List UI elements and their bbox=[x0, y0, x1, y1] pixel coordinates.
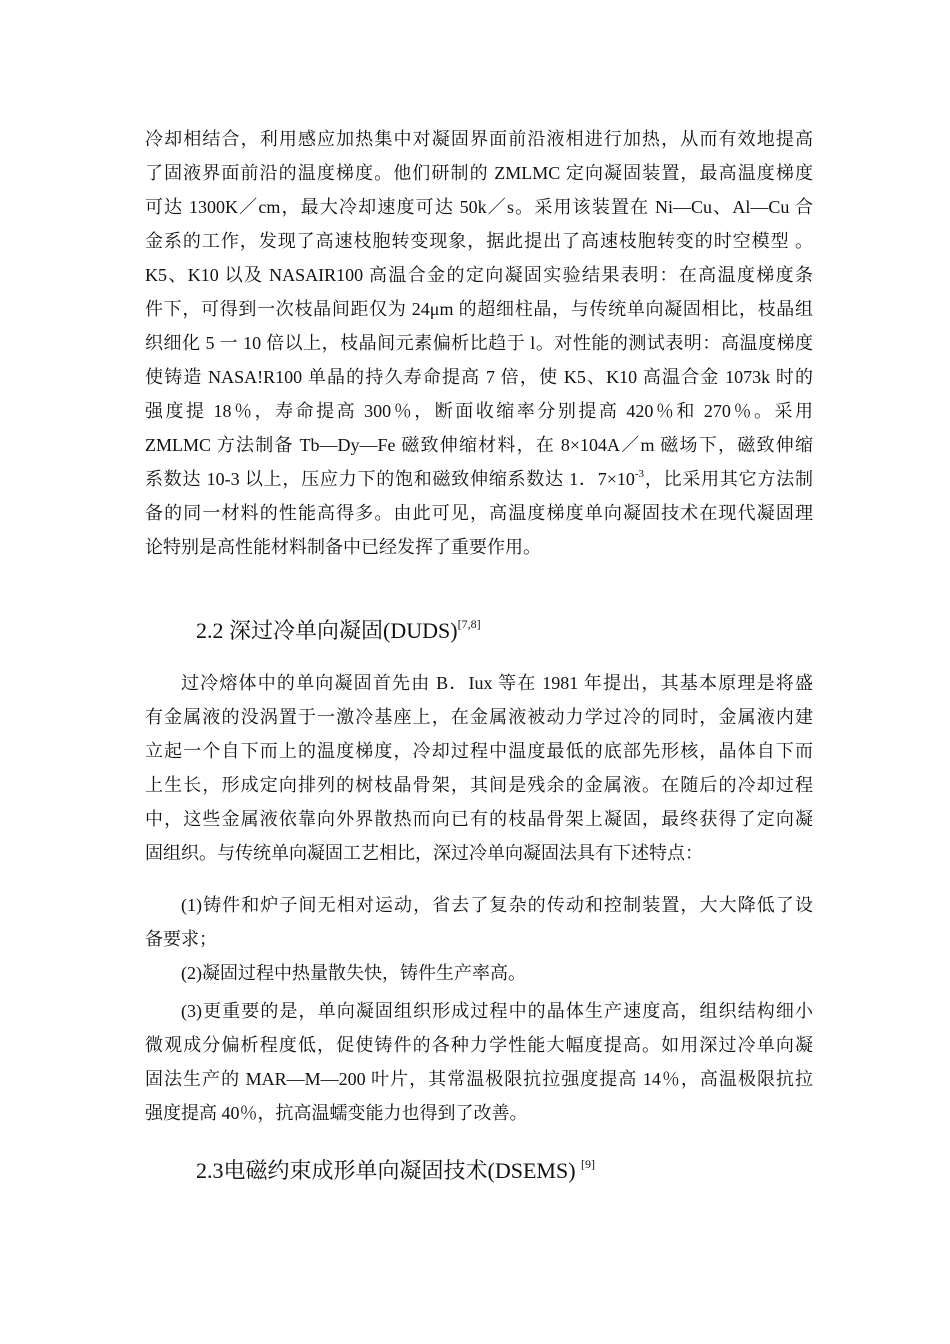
text-line: 有金属液的没涡置于一激冷基座上，在金属液被动力学过冷的同时，金属液内建 bbox=[145, 707, 813, 727]
text-line: 织细化 5 一 10 倍以上，枝晶间元素偏析比趋于 l。对性能的测试表明：高温度梯度 bbox=[145, 333, 813, 353]
text-line: 立起一个自下而上的温度梯度，冷却过程中温度最低的底部先形核，晶体自下而 bbox=[145, 741, 813, 761]
list-item-1 bbox=[145, 888, 813, 956]
paragraph-high-gradient bbox=[145, 122, 813, 564]
section-heading-2-2 bbox=[196, 616, 481, 647]
text-line: 强度提高 40％，抗高温蠕变能力也得到了改善。 bbox=[145, 1103, 528, 1123]
text-line: 论特别是高性能材料制备中已经发挥了重要作用。 bbox=[145, 537, 541, 557]
text-line: (3)更重要的是，单向凝固组织形成过程中的晶体生产速度高，组织结构细小 bbox=[181, 1001, 813, 1021]
citation: [7,8] bbox=[457, 617, 481, 631]
text-line: 可达 1300K／cm，最大冷却速度可达 50k／s。采用该装置在 Ni—Cu、Al—Cu 合 bbox=[145, 197, 813, 217]
section-abbreviation: (DUDS) bbox=[383, 618, 458, 643]
citation: [9] bbox=[581, 1157, 596, 1171]
text-line: 使铸造 NASA!R100 单晶的持久寿命提高 7 倍，使 K5、K10 高温合金 1073k 时的 bbox=[145, 367, 813, 387]
list-item-2 bbox=[145, 956, 813, 990]
text-line: 固法生产的 MAR—M—200 叶片，其常温极限抗拉强度提高 14％，高温极限抗拉 bbox=[145, 1069, 813, 1089]
list-item-3 bbox=[145, 994, 813, 1130]
superscript: -3 bbox=[634, 468, 645, 480]
text-segment: ，比采用其它方法制 bbox=[644, 469, 813, 489]
section-abbreviation: (DSEMS) bbox=[487, 1158, 582, 1183]
text-line: 中，这些金属液依靠向外界散热而向已有的枝晶骨架上凝固，最终获得了定向凝 bbox=[145, 809, 813, 829]
text-line: 微观成分偏析程度低，促使铸件的各种力学性能大幅度提高。如用深过冷单向凝 bbox=[145, 1035, 813, 1055]
section-number: 2.3 bbox=[196, 1158, 224, 1183]
text-line: 了固液界面前沿的温度梯度。他们研制的 ZMLMC 定向凝固装置，最高温度梯度 bbox=[145, 163, 813, 183]
text-line: 过冷熔体中的单向凝固首先由 B．Iux 等在 1981 年提出，其基本原理是将盛 bbox=[181, 673, 813, 693]
section-title: 电磁约束成形单向凝固技术 bbox=[223, 1159, 488, 1184]
section-heading-2-3 bbox=[196, 1156, 595, 1187]
text-segment: 系数达 10-3 以上，压应力下的饱和磁致伸缩系数达 1．7×10 bbox=[145, 469, 635, 489]
text-line: 备要求； bbox=[145, 929, 217, 949]
paragraph-duds-intro bbox=[145, 666, 813, 870]
text-line: 金系的工作，发现了高速枝胞转变现象，据此提出了高速枝胞转变的时空模型 。 bbox=[145, 231, 813, 251]
text-line: (2)凝固过程中热量散失快，铸件生产率高。 bbox=[181, 963, 526, 983]
text-line: K5、K10 以及 NASAIR100 高温合金的定向凝固实验结果表明：在高温度梯度条 bbox=[145, 265, 813, 285]
text-line-with-superscript bbox=[145, 462, 813, 496]
text-line: 强度提 18％，寿命提高 300％，断面收缩率分别提高 420％和 270％。采用 bbox=[145, 401, 813, 421]
section-title: 深过冷单向凝固 bbox=[229, 619, 384, 644]
text-line: 件下，可得到一次枝晶间距仅为 24μm 的超细柱晶，与传统单向凝固相比，枝晶组 bbox=[145, 299, 813, 319]
text-line: (1)铸件和炉子间无相对运动，省去了复杂的传动和控制装置，大大降低了设 bbox=[181, 895, 813, 915]
text-line: ZMLMC 方法制备 Tb—Dy—Fe 磁致伸缩材料，在 8×104A／m 磁场下，磁致伸缩 bbox=[145, 435, 813, 455]
text-line: 冷却相结合，利用感应加热集中对凝固界面前沿液相进行加热，从而有效地提高 bbox=[145, 129, 813, 149]
section-number: 2.2 bbox=[196, 618, 224, 643]
text-line: 固组织。与传统单向凝固工艺相比，深过冷单向凝固法具有下述特点： bbox=[145, 843, 703, 863]
text-line: 上生长，形成定向排列的树枝晶骨架，其间是残余的金属液。在随后的冷却过程 bbox=[145, 775, 813, 795]
text-line: 备的同一材料的性能高得多。由此可见，高温度梯度单向凝固技术在现代凝固理 bbox=[145, 503, 813, 523]
